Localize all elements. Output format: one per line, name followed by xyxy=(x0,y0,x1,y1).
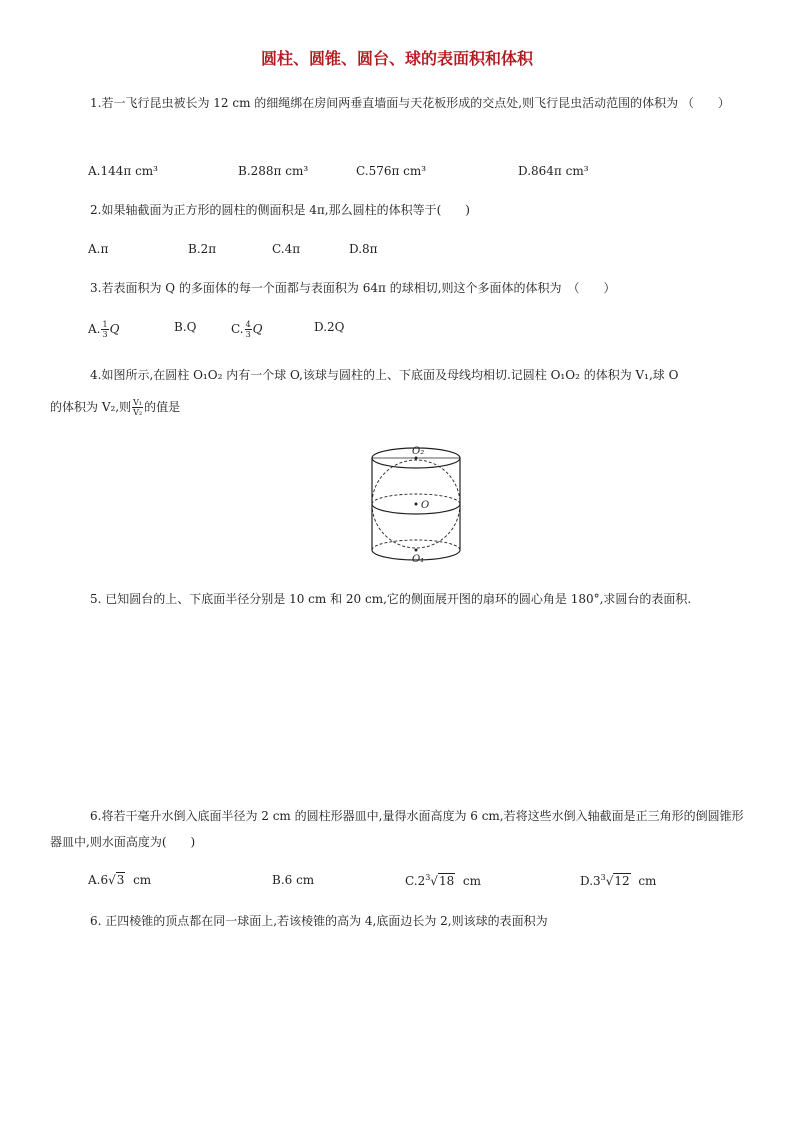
q2-option-a: A.π xyxy=(88,242,109,256)
question-2-options xyxy=(88,242,488,260)
cylinder-sphere-figure xyxy=(360,440,470,565)
question-1-text: 1.若一飞行昆虫被长为 12 cm 的细绳绑在房间两垂直墙面与天花板形成的交点处,则飞行昆虫活动范围的体积为 （ ） xyxy=(90,96,730,110)
q1-option-c: C.576π cm³ xyxy=(356,164,427,178)
question-3-text: 3.若表面积为 Q 的多面体的每一个面都与表面积为 64π 的球相切,则这个多面体的体积为 （ ） xyxy=(90,281,616,295)
question-3-options xyxy=(88,320,488,342)
question-1-options xyxy=(88,164,688,182)
q6-option-b: B.6 cm xyxy=(272,873,315,887)
label-o2: O₂ xyxy=(412,446,425,457)
q6-option-a: A.6√3 cm xyxy=(88,873,152,887)
question-6-options xyxy=(88,873,688,891)
cylinder-diagram xyxy=(360,440,470,565)
q1-option-a: A.144π cm³ xyxy=(88,164,158,178)
question-5-text: 5. 已知圆台的上、下底面半径分别是 10 cm 和 20 cm,它的侧面展开图的扇环的圆心角是 180°,求圆台的表面积. xyxy=(90,592,692,606)
question-2-text: 2.如果轴截面为正方形的圆柱的侧面积是 4π,那么圆柱的体积等于( ) xyxy=(90,203,470,217)
q1-option-d: D.864π cm³ xyxy=(518,164,589,178)
q2-option-c: C.4π xyxy=(272,242,301,256)
q3-option-b: B.Q xyxy=(174,320,197,334)
label-o: O xyxy=(421,500,430,511)
page-title: 圆柱、圆锥、圆台、球的表面积和体积 xyxy=(260,49,533,68)
question-7-text: 6. 正四棱锥的顶点都在同一球面上,若该棱锥的高为 4,底面边长为 2,则该球的表面积为 xyxy=(90,914,548,928)
question-6-text: 6.将若干毫升水倒入底面半径为 2 cm 的圆柱形器皿中,量得水面高度为 6 cm,若将这些水倒入轴截面是正三角形的倒圆锥形器皿中,则水面高度为( ) xyxy=(50,809,744,849)
label-o1: O₁ xyxy=(412,554,425,565)
q6-option-c: $C.2^3√18$ cm xyxy=(405,873,481,888)
q3-option-a: A. $\frac{1}{3}$ Q xyxy=(88,320,120,339)
question-4-text-line1: 4.如图所示,在圆柱 O₁O₂ 内有一个球 O,该球与圆柱的上、下底面及母线均相切.记圆柱 O₁O₂ 的体积为 V₁,球 O xyxy=(90,368,679,382)
q1-option-b: B.288π cm³ xyxy=(238,164,309,178)
q3-option-d: D.2Q xyxy=(314,320,345,334)
q3-option-c: C. $\frac{4}{3}$ Q xyxy=(231,320,263,339)
q2-option-b: B.2π xyxy=(188,242,217,256)
q6-option-d: $D.3^3√12$ cm xyxy=(580,873,657,888)
question-4-text-line2: 的体积为 V₂,则 $\frac{\text{V₁}}{\text{V₂}}$ 的值是 xyxy=(50,398,181,417)
q2-option-d: D.8π xyxy=(349,242,378,256)
